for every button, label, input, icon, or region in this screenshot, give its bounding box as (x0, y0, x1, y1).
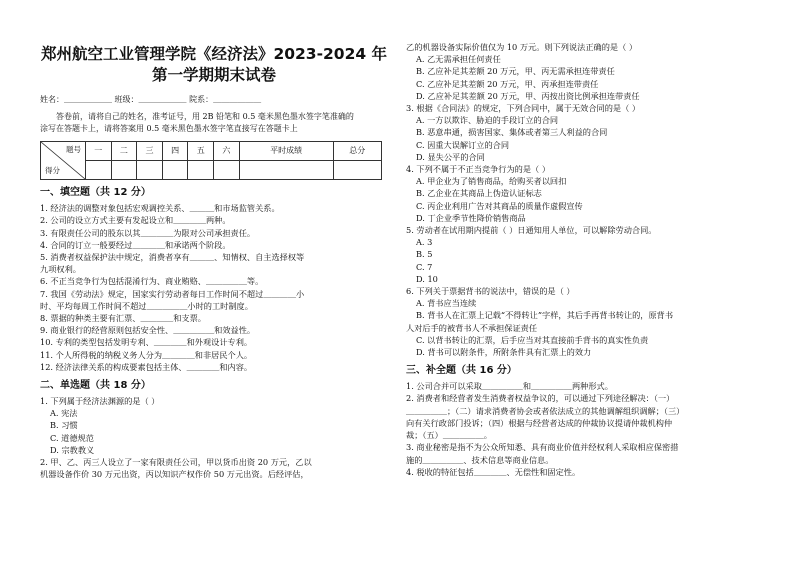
question-line: 向有关行政部门投诉；（四）根据与经营者达成的仲裁协议提请仲裁机构仲 (406, 417, 673, 428)
question-stem: 5. 劳动者在试用期内提前（ ）日通知用人单位，可以解除劳动合同。 (406, 225, 657, 236)
option[interactable]: B. 背书人在汇票上记载“不得转让”字样，其后手再背书转让的，原背书 (416, 310, 674, 321)
question-line: 3. 有限责任公司的股东以其＿＿＿＿为限对公司承担责任。 (40, 227, 256, 238)
question-line: 4. 合同的订立一般要经过＿＿＿＿和承诺两个阶段。 (40, 239, 231, 250)
option[interactable]: B. 5 (416, 249, 433, 260)
left-column (40, 0, 388, 480)
score-cell[interactable] (111, 161, 137, 180)
question-line: 6. 不正当竞争行为包括混淆行为、商业贿赂、＿＿＿＿＿等。 (40, 276, 264, 287)
option[interactable]: B. 乙企业在其商品上伪造认证标志 (416, 188, 542, 199)
score-header: 五 (188, 142, 214, 161)
score-header: 二 (111, 142, 137, 161)
option[interactable]: D. 乙应补足其差额 20 万元，甲、丙按出资比例承担连带责任 (416, 90, 640, 101)
question-line: 九项权利。 (40, 264, 81, 275)
score-cell[interactable] (333, 161, 381, 180)
question-stem: 2. 甲、乙、丙三人设立了一家有限责任公司，甲以货币出资 20 万元，乙以 (40, 457, 312, 468)
question-stem: 机器设备作价 30 万元出资，丙以知识产权作价 50 万元出资。后经评估， (40, 469, 309, 480)
question-line: 8. 票据的种类主要有汇票、＿＿＿＿和支票。 (40, 313, 206, 324)
option[interactable]: A. 3 (416, 237, 433, 248)
question-line: 裁；（五）＿＿＿＿＿。 (406, 430, 492, 441)
score-cell[interactable] (214, 161, 240, 180)
option[interactable]: D. 10 (416, 273, 438, 284)
option[interactable]: D. 宗教教义 (50, 444, 95, 455)
instructions-line-2: 涂写在答题卡上，请将答案用 0.5 毫米黑色墨水签字笔直接写在答题卡上 (40, 124, 298, 134)
option[interactable]: A. 乙无需承担任何责任 (416, 54, 501, 65)
score-table-diagonal-cell (41, 142, 86, 180)
exam-subtitle: 第一学期期末试卷 (151, 66, 276, 84)
question-line: 1. 公司合并可以采取＿＿＿＿＿和＿＿＿＿＿两种形式。 (406, 381, 613, 392)
right-column (406, 0, 778, 478)
question-line: 7. 我国《劳动法》规定，国家实行劳动者每日工作时间不超过＿＿＿＿小 (40, 288, 305, 299)
score-header: 三 (137, 142, 163, 161)
score-header: 平时成绩 (239, 142, 333, 161)
option[interactable]: A. 宪法 (50, 408, 78, 419)
section-title-single-choice: 二、单选题（共 18 分） (40, 380, 151, 392)
score-header: 一 (86, 142, 112, 161)
option-continuation: 人对后手的被背书人不承担保证责任 (406, 322, 538, 333)
score-cell[interactable] (239, 161, 333, 180)
question-line: 9. 商业银行的经营原则包括安全性、＿＿＿＿＿和效益性。 (40, 325, 256, 336)
section-title-fill: 一、填空题（共 12 分） (40, 187, 151, 199)
score-cell[interactable] (86, 161, 112, 180)
option[interactable]: D. 丁企业季节性降价销售商品 (416, 212, 526, 223)
question-stem: 乙的机器设备实际价值仅为 10 万元。则下列说法正确的是（ ） (406, 42, 638, 52)
score-header: 六 (214, 142, 240, 161)
section-title-completion: 三、补全题（共 16 分） (406, 365, 517, 377)
option[interactable]: C. 以背书转让的汇票，后手应当对其直接前手背书的真实性负责 (416, 334, 649, 345)
option[interactable]: D. 背书可以附条件，所附条件具有汇票上的效力 (416, 347, 592, 358)
option[interactable]: C. 道德规范 (50, 432, 94, 443)
question-line: 3. 商业秘密是指不为公众所知悉、具有商业价值并经权利人采取相应保密措 (406, 442, 679, 453)
question-line: 时、平均每周工作时间不超过＿＿＿＿＿小时的工时制度。 (40, 300, 253, 311)
instructions-line-1: 答卷前，请将自己的姓名，准考证号，用 2B 铅笔和 0.5 毫米黑色墨水签字笔准确的 (56, 112, 354, 122)
score-table (40, 141, 382, 180)
option[interactable]: B. 习惯 (50, 420, 78, 431)
diag-label-bottom: 得分 (45, 166, 60, 175)
option[interactable]: B. 恶意串通，损害国家、集体或者第三人利益的合同 (416, 127, 608, 138)
option[interactable]: A. 背书应当连续 (416, 298, 477, 309)
option[interactable]: C. 7 (416, 261, 433, 272)
option[interactable]: C. 因重大误解订立的合同 (416, 139, 510, 150)
score-table-score-row (41, 161, 382, 180)
question-line: 5. 消费者权益保护法中规定，消费者享有＿＿＿、知情权、自主选择权等 (40, 252, 305, 263)
question-line: 施的＿＿＿＿＿、技术信息等商业信息。 (406, 454, 554, 465)
score-table-header-row (41, 142, 382, 161)
student-info-line[interactable]: 姓名：＿＿＿＿＿＿ 班级：＿＿＿＿＿＿ 院系：＿＿＿＿＿＿ (40, 95, 262, 104)
option[interactable]: B. 乙应补足其差额 20 万元，甲、丙无需承担连带责任 (416, 66, 615, 77)
question-line: 2. 公司的设立方式主要有发起设立和＿＿＿＿两种。 (40, 215, 231, 226)
question-stem: 3. 根据《合同法》的规定，下列合同中，属于无效合同的是（ ） (406, 103, 641, 114)
score-cell[interactable] (162, 161, 188, 180)
question-stem: 6. 下列关于票据背书的说法中，错误的是（ ） (406, 286, 575, 297)
diag-label-top: 题号 (66, 145, 81, 155)
question-line: 10. 专利的类型包括发明专利、＿＿＿＿和外观设计专利。 (40, 337, 253, 348)
option[interactable]: A. 一方以欺诈、胁迫的手段订立的合同 (416, 115, 559, 126)
score-cell[interactable] (188, 161, 214, 180)
option[interactable]: A. 甲企业为了销售商品，给购买者以回扣 (416, 176, 567, 187)
question-line: 11. 个人所得税的纳税义务人分为＿＿＿＿和非居民个人。 (40, 349, 253, 360)
score-header: 总分 (333, 142, 381, 161)
question-stem: 1. 下列属于经济法渊源的是（ ） (40, 396, 160, 407)
exam-title: 郑州航空工业管理学院《经济法》2023-2024 年 (40, 45, 388, 63)
score-header: 四 (162, 142, 188, 161)
question-line: 1. 经济法的调整对象包括宏观调控关系、＿＿＿和市场监管关系。 (40, 203, 280, 214)
option[interactable]: D. 显失公平的合同 (416, 151, 485, 162)
option[interactable]: C. 丙企业利用广告对其商品的质量作虚假宣传 (416, 200, 583, 211)
question-line: 2. 消费者和经营者发生消费者权益争议的，可以通过下列途径解决：（一） (406, 393, 675, 404)
question-stem: 4. 下列不属于不正当竞争行为的是（ ） (406, 164, 551, 175)
question-line: 12. 经济法律关系的构成要素包括主体、＿＿＿＿和内容。 (40, 361, 253, 372)
fill-questions (40, 202, 388, 373)
option[interactable]: C. 乙应补足其差额 20 万元，甲、丙承担连带责任 (416, 78, 599, 89)
question-line: ＿＿＿＿＿；（二）请求消费者协会或者依法成立的其他调解组织调解；（三） (406, 405, 685, 416)
question-line: 4. 税收的特征包括＿＿＿＿、无偿性和固定性。 (406, 466, 581, 477)
score-cell[interactable] (137, 161, 163, 180)
